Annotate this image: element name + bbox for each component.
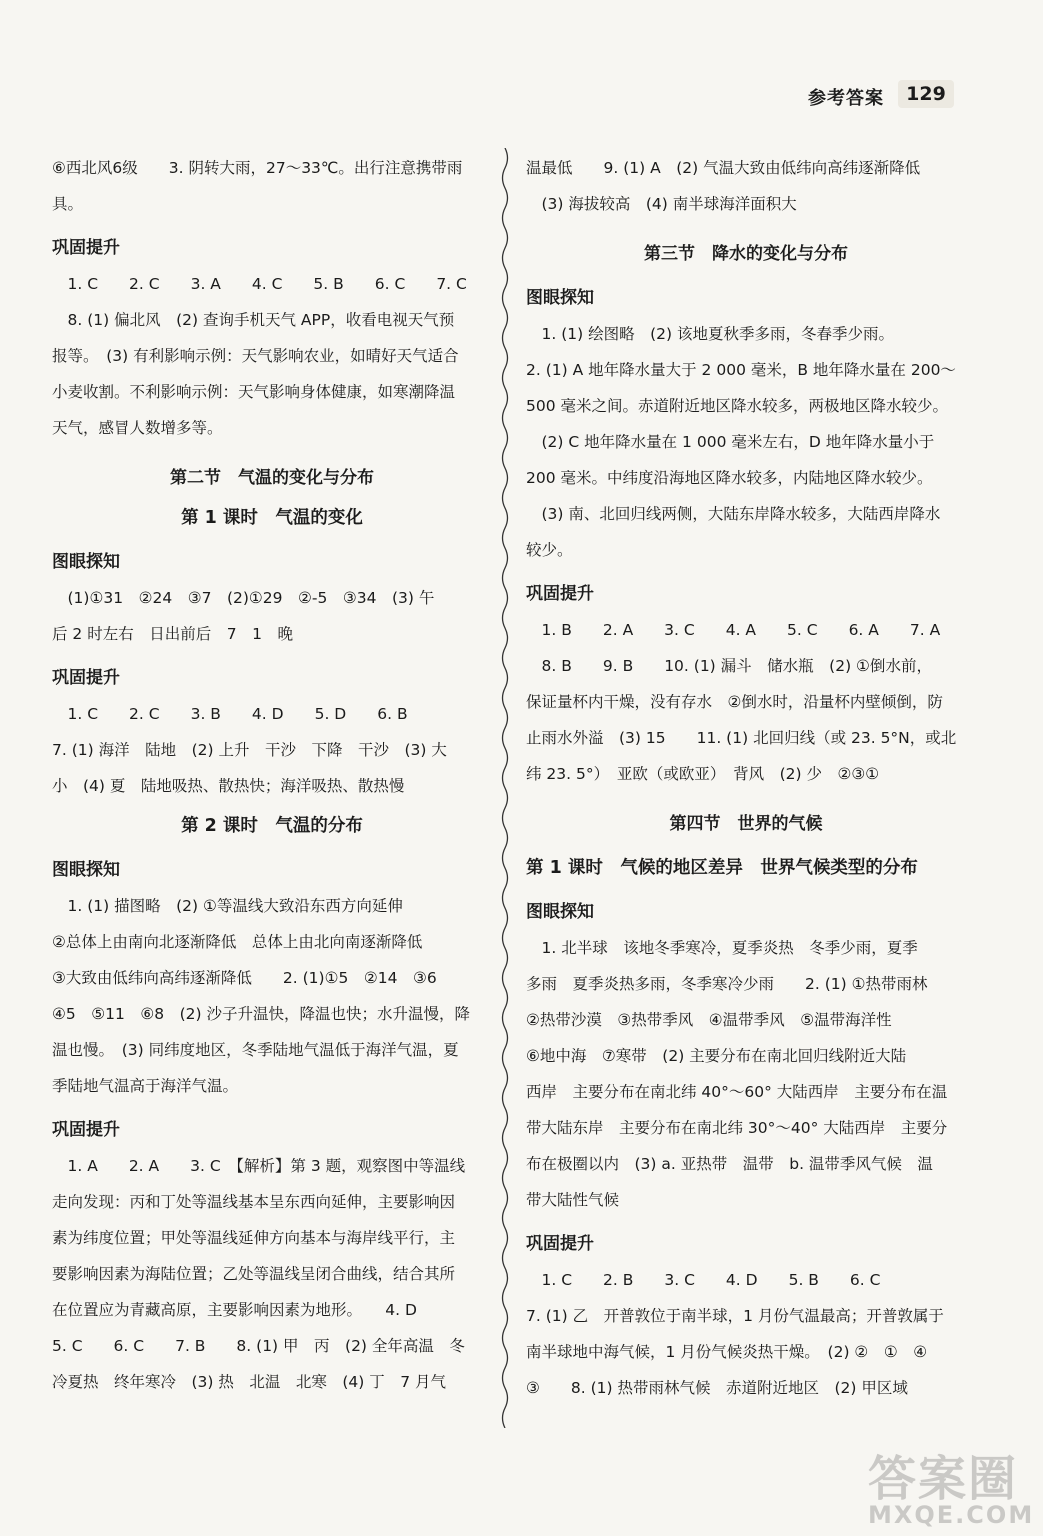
answer-line: 2. (1) A 地年降水量大于 2 000 毫米，B 地年降水量在 200～ <box>526 361 956 379</box>
answer-line: ②热带沙漠 ③热带季风 ④温带季风 ⑤温带海洋性 <box>526 1011 892 1029</box>
answer-line: 西岸 主要分布在南北纬 40°～60° 大陆西岸 主要分布在温 <box>526 1083 948 1101</box>
answer-line: 止雨水外溢 (3) 15 11. (1) 北回归线（或 23. 5°N，或北 <box>526 729 957 747</box>
answer-line: 5. C 6. C 7. B 8. (1) 甲 丙 (2) 全年高温 冬 <box>52 1337 465 1355</box>
answer-line: 天气，感冒人数增多等。 <box>52 419 223 437</box>
answer-line: 1. C 2. C 3. A 4. C 5. B 6. C 7. C <box>52 275 467 293</box>
section-heading: 巩固提升 <box>52 668 120 688</box>
answer-line: 后 2 时左右 日出前后 7 1 晚 <box>52 625 293 643</box>
answer-line: 小 (4) 夏 陆地吸热、散热快；海洋吸热、散热慢 <box>52 777 405 795</box>
answer-line: ⑥西北风6级 3. 阴转大雨，27～33℃。出行注意携带雨 <box>52 159 463 177</box>
answer-line: 走向发现：丙和丁处等温线基本呈东西向延伸，主要影响因 <box>52 1193 456 1211</box>
answer-line: 带大陆性气候 <box>526 1191 620 1209</box>
answer-line: 8. B 9. B 10. (1) 漏斗 储水瓶 (2) ①倒水前， <box>526 657 932 675</box>
watermark-url: MXQE.COM <box>868 1501 1035 1529</box>
watermark-text: 答案圈 <box>868 1451 1019 1507</box>
lesson-heading: 第 2 课时 气温的分布 <box>181 816 363 836</box>
section-heading: 图眼探知 <box>52 552 120 572</box>
answer-line: ③大致由低纬向高纬逐渐降低 2. (1)①5 ②14 ③6 <box>52 969 437 987</box>
section-heading: 巩固提升 <box>526 1234 594 1254</box>
watermark-logo <box>868 1440 1038 1532</box>
answer-line: 保证量杯内干燥，没有存水 ②倒水时，沿量杯内壁倾倒，防 <box>526 693 943 711</box>
answer-line: 1. (1) 描图略 (2) ①等温线大致沿东西方向延伸 <box>52 897 403 915</box>
lesson-heading: 第 1 课时 气温的变化 <box>181 508 363 528</box>
answer-line: 季陆地气温高于海洋气温。 <box>52 1077 239 1095</box>
section-heading: 图眼探知 <box>526 902 594 922</box>
answer-line: 1. (1) 绘图略 (2) 该地夏秋季多雨，冬春季少雨。 <box>526 325 894 343</box>
page-number: 129 <box>898 80 954 108</box>
answer-line: 多雨 夏季炎热多雨，冬季寒冷少雨 2. (1) ①热带雨林 <box>526 975 928 993</box>
answer-line: 温也慢。 (3) 同纬度地区，冬季陆地气温低于海洋气温，夏 <box>52 1041 459 1059</box>
section-heading: 图眼探知 <box>52 860 120 880</box>
answer-line: 小麦收割。不利影响示例：天气影响身体健康，如寒潮降温 <box>52 383 456 401</box>
answer-line: 具。 <box>52 195 84 213</box>
answer-line: (3) 南、北回归线两侧，大陆东岸降水较多，大陆西岸降水 <box>526 505 941 523</box>
answer-line: 布在极圈以内 (3) a. 亚热带 温带 b. 温带季风气候 温 <box>526 1155 933 1173</box>
lesson-heading: 第 1 课时 气候的地区差异 世界气候类型的分布 <box>526 858 918 878</box>
right-column <box>526 150 966 1406</box>
chapter-heading: 第三节 降水的变化与分布 <box>644 244 848 264</box>
answer-line: ⑥地中海 ⑦寒带 (2) 主要分布在南北回归线附近大陆 <box>526 1047 907 1065</box>
left-column <box>52 150 492 1400</box>
section-heading: 巩固提升 <box>52 1120 120 1140</box>
answer-line: 较少。 <box>526 541 573 559</box>
answer-line: 冷夏热 终年寒冷 (3) 热 北温 北寒 (4) 丁 7 月气 <box>52 1373 447 1391</box>
answer-line: 南半球地中海气候，1 月份气候炎热干燥。 (2) ② ① ④ <box>526 1343 928 1361</box>
answer-line: 温最低 9. (1) A (2) 气温大致由低纬向高纬逐渐降低 <box>526 159 921 177</box>
answer-line: 在位置应为青藏高原，主要影响因素为地形。 4. D <box>52 1301 417 1319</box>
answer-line: ④5 ⑤11 ⑥8 (2) 沙子升温快，降温也快；水升温慢，降 <box>52 1005 471 1023</box>
answer-line: (2) C 地年降水量在 1 000 毫米左右，D 地年降水量小于 <box>526 433 935 451</box>
answer-line: 素为纬度位置；甲处等温线延伸方向基本与海岸线平行，主 <box>52 1229 456 1247</box>
answer-line: 1. C 2. C 3. B 4. D 5. D 6. B <box>52 705 408 723</box>
answer-line: ③ 8. (1) 热带雨林气候 赤道附近地区 (2) 甲区域 <box>526 1379 908 1397</box>
chapter-heading: 第二节 气温的变化与分布 <box>170 468 374 488</box>
answer-line: 1. C 2. B 3. C 4. D 5. B 6. C <box>526 1271 881 1289</box>
answer-line: 带大陆东岸 主要分布在南北纬 30°～40° 大陆西岸 主要分 <box>526 1119 948 1137</box>
answer-line: 1. B 2. A 3. C 4. A 5. C 6. A 7. A <box>526 621 941 639</box>
answer-line: (1)①31 ②24 ③7 (2)①29 ②-5 ③34 (3) 午 <box>52 589 435 607</box>
answer-line: 纬 23. 5°） 亚欧（或欧亚） 背风 (2) 少 ②③① <box>526 765 880 783</box>
section-heading: 巩固提升 <box>52 238 120 258</box>
answer-line: 要影响因素为海陆位置；乙处等温线呈闭合曲线，结合其所 <box>52 1265 456 1283</box>
answer-line: 报等。 (3) 有利影响示例：天气影响农业，如晴好天气适合 <box>52 347 459 365</box>
column-divider <box>498 148 512 1428</box>
answer-line: 1. 北半球 该地冬季寒冷，夏季炎热 冬季少雨，夏季 <box>526 939 918 957</box>
header-label: 参考答案 <box>808 88 884 109</box>
answer-line: 8. (1) 偏北风 (2) 查询手机天气 APP，收看电视天气预 <box>52 311 455 329</box>
section-heading: 巩固提升 <box>526 584 594 604</box>
chapter-heading: 第四节 世界的气候 <box>669 814 823 834</box>
answer-line: ②总体上由南向北逐渐降低 总体上由北向南逐渐降低 <box>52 933 423 951</box>
answer-line: 1. A 2. A 3. C 【解析】第 3 题，观察图中等温线 <box>52 1157 466 1175</box>
answer-line: (3) 海拔较高 (4) 南半球海洋面积大 <box>526 195 797 213</box>
section-heading: 图眼探知 <box>526 288 594 308</box>
answer-line: 7. (1) 乙 开普敦位于南半球，1 月份气温最高；开普敦属于 <box>526 1307 944 1325</box>
answer-line: 200 毫米。中纬度沿海地区降水较多，内陆地区降水较少。 <box>526 469 933 487</box>
answer-line: 7. (1) 海洋 陆地 (2) 上升 干沙 下降 干沙 (3) 大 <box>52 741 447 759</box>
answer-line: 500 毫米之间。赤道附近地区降水较多，两极地区降水较少。 <box>526 397 949 415</box>
